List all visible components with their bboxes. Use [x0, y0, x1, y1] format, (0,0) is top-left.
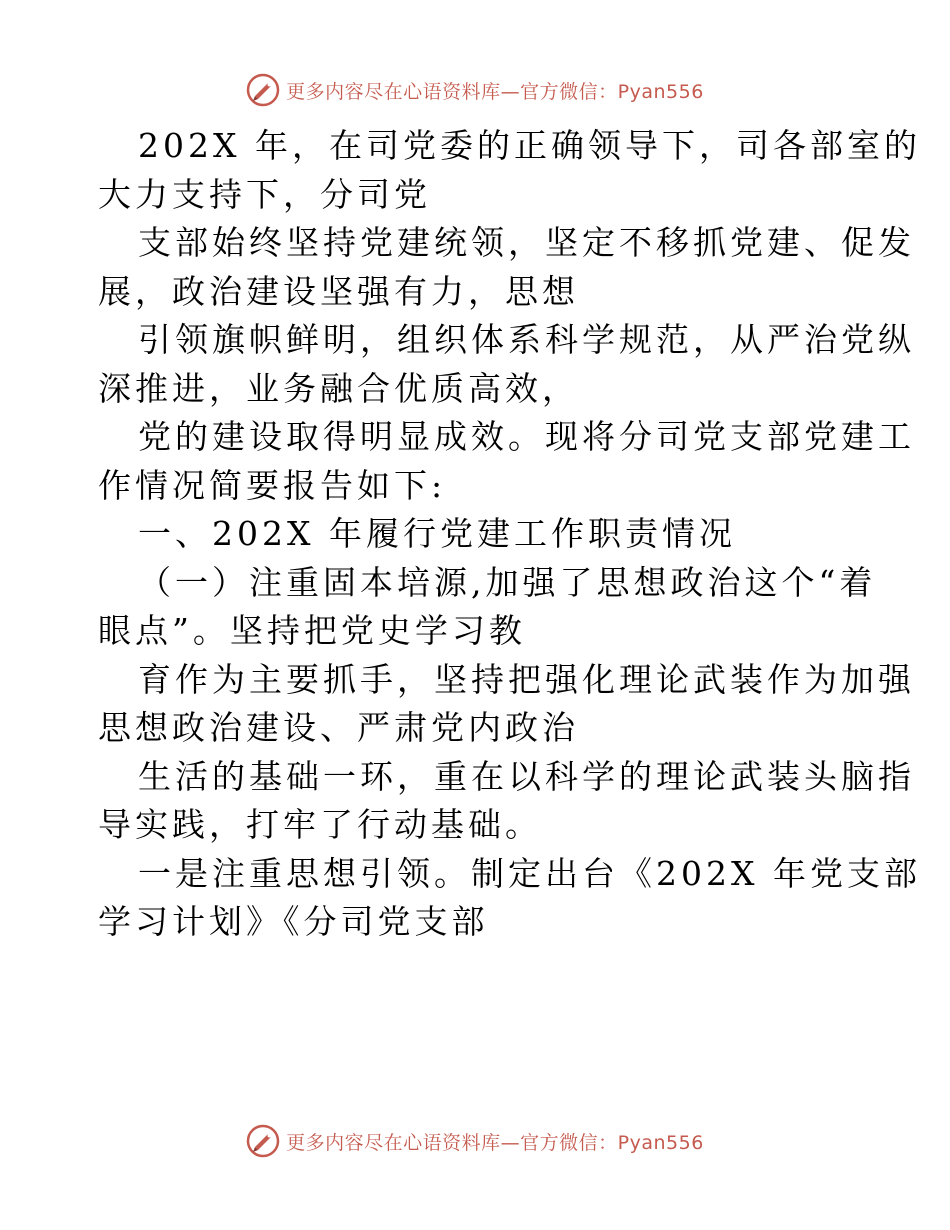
document-line: 一是注重思想引领。制定出台《202X 年党支部	[138, 853, 921, 893]
document-paragraph-line	[98, 365, 856, 414]
document-paragraph-line	[98, 898, 856, 947]
document-paragraph-line	[98, 122, 921, 171]
document-line: 大力支持下，分司党	[98, 174, 431, 214]
document-line: 学习计划》《分司党支部	[98, 902, 489, 941]
document-line: 202X 年，在司党委的正确领导下，司各部室的	[138, 126, 921, 165]
document-paragraph-line	[98, 801, 856, 850]
watermark-footer	[0, 1121, 950, 1161]
document-paragraph-line	[98, 656, 915, 705]
watermark-header	[0, 70, 950, 110]
document-line: 作情况简要报告如下:	[98, 465, 447, 505]
document-paragraph-line	[98, 171, 856, 220]
document-paragraph-line	[98, 510, 856, 559]
document-line: 生活的基础一环，重在以科学的理论武装头脑指	[138, 756, 915, 796]
watermark-text: 更多内容尽在心语资料库—官方微信：Pyan556	[286, 80, 704, 103]
document-paragraph-line	[98, 462, 856, 511]
document-line: 导实践，打牢了行动基础。	[98, 805, 542, 844]
document-line: 眼点”。坚持把党史学习教	[98, 611, 526, 650]
document-paragraph-line	[98, 413, 915, 462]
document-paragraph-line	[98, 850, 921, 899]
document-line: 支部始终坚持党建统领，坚定不移抓党建、促发	[138, 223, 915, 262]
document-line: 展，政治建设坚强有力，思想	[98, 271, 579, 311]
document-line: 思想政治建设、严肃党内政治	[98, 708, 579, 747]
document-paragraph-line	[98, 219, 915, 268]
document-paragraph-line	[98, 268, 856, 317]
watermark-text: 更多内容尽在心语资料库—官方微信：Pyan556	[286, 1131, 704, 1154]
document-line: （一）注重固本培源,加强了思想政治这个“着	[138, 562, 877, 602]
document-line: 深推进，业务融合优质高效，	[98, 368, 579, 408]
document-paragraph-line	[98, 316, 915, 365]
document-paragraph-line	[98, 753, 915, 802]
document-paragraph-line	[98, 607, 856, 656]
document-paragraph-line	[98, 704, 856, 753]
document-paragraph-line	[98, 559, 877, 608]
document-line: 党的建设取得明显成效。现将分司党支部党建工	[138, 417, 915, 456]
document-line: 育作为主要抓手，坚持把强化理论武装作为加强	[138, 659, 915, 699]
document-line: 引领旗帜鲜明，组织体系科学规范，从严治党纵	[138, 320, 915, 359]
document-body	[98, 122, 921, 947]
watermark-logo-icon	[246, 73, 280, 107]
document-line: 一、202X 年履行党建工作职责情况	[138, 514, 736, 553]
watermark-logo-icon	[246, 1124, 280, 1158]
